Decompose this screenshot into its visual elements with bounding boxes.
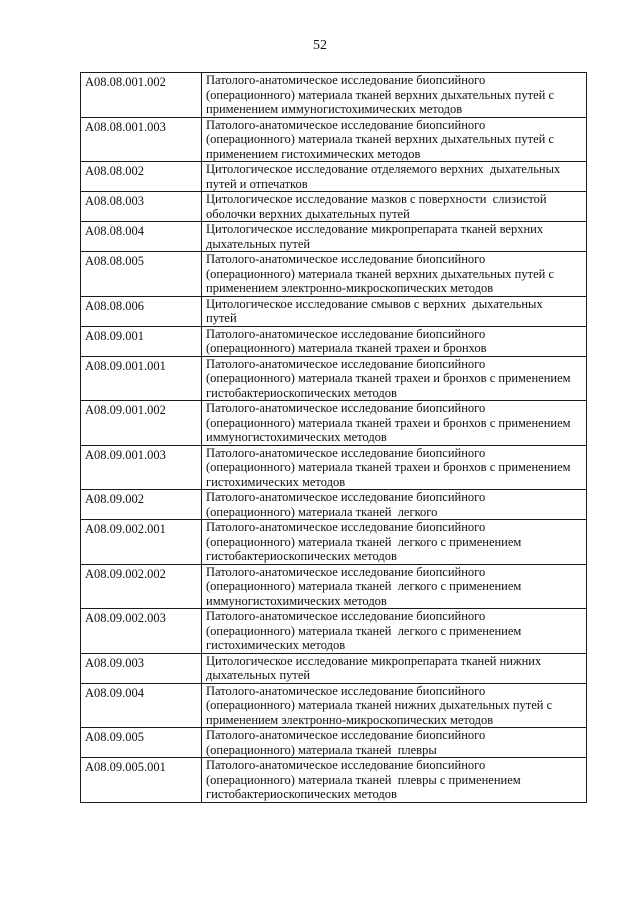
service-description: [202, 326, 587, 356]
service-code: A08.09.001.001: [81, 356, 202, 401]
description-line: (операционного) материала тканей верхних дыхательных путей с: [206, 132, 554, 146]
service-code: A08.09.001.002: [81, 401, 202, 446]
table-row: [81, 520, 587, 565]
service-codes-table: [80, 72, 587, 803]
description-line: Цитологическое исследование микропрепарата тканей верхних: [206, 222, 544, 236]
description-line: Патолого-анатомическое исследование биопсийного: [206, 609, 486, 623]
page-number: 52: [313, 38, 327, 53]
service-code: A08.09.001.003: [81, 445, 202, 490]
description-line: дыхательных путей: [206, 236, 311, 251]
table-body: [81, 73, 587, 803]
service-description: [202, 758, 587, 803]
description-line: применением иммуногистохимических методов: [206, 102, 463, 116]
table-row: [81, 326, 587, 356]
service-code: A08.09.005.001: [81, 758, 202, 803]
description-line: дыхательных путей: [206, 668, 311, 682]
description-line: (операционного) материала тканей трахеи и бронхов с применением: [206, 371, 571, 385]
service-description: [202, 520, 587, 565]
service-code: A08.09.002.002: [81, 564, 202, 609]
description-line: путей и отпечатков: [206, 176, 308, 191]
table-row: [81, 728, 587, 758]
description-line: (операционного) материала тканей легкого с применением: [206, 534, 522, 549]
description-line: путей: [206, 311, 237, 325]
description-line: гистобактериоскопических методов: [206, 385, 397, 400]
service-description: [202, 653, 587, 683]
service-code: A08.08.001.003: [81, 117, 202, 162]
description-line: гистобактериоскопических методов: [206, 787, 397, 801]
description-line: (операционного) материала тканей легкого: [206, 504, 438, 519]
description-line: (операционного) материала тканей легкого с применением: [206, 623, 522, 638]
description-line: применением гистохимических методов: [206, 146, 421, 161]
description-line: (операционного) материала тканей плевры: [206, 742, 437, 757]
service-description: [202, 162, 587, 192]
service-description: [202, 609, 587, 654]
table-row: [81, 609, 587, 654]
table-row: [81, 758, 587, 803]
service-description: [202, 73, 587, 118]
service-description: [202, 252, 587, 297]
table-row: [81, 356, 587, 401]
service-code: A08.09.005: [81, 728, 202, 758]
description-line: (операционного) материала тканей трахеи и бронхов: [206, 341, 487, 355]
description-line: гистохимических методов: [206, 474, 346, 489]
description-line: Патолого-анатомическое исследование биопсийного: [206, 564, 486, 579]
table-row: [81, 445, 587, 490]
service-code: A08.08.004: [81, 222, 202, 252]
description-line: Патолого-анатомическое исследование биопсийного: [206, 252, 486, 266]
service-description: [202, 222, 587, 252]
table-row: [81, 117, 587, 162]
description-line: применением электронно-микроскопических методов: [206, 281, 494, 295]
service-code: A08.09.002.001: [81, 520, 202, 565]
description-line: (операционного) материала тканей плевры с применением: [206, 772, 521, 787]
description-line: (операционного) материала тканей верхних дыхательных путей с: [206, 87, 554, 102]
table-row: [81, 653, 587, 683]
service-code: A08.09.001: [81, 326, 202, 356]
service-code: A08.08.001.002: [81, 73, 202, 118]
table-row: [81, 73, 587, 118]
service-description: [202, 683, 587, 728]
description-line: Патолого-анатомическое исследование биопсийного: [206, 490, 486, 504]
description-line: применением электронно-микроскопических методов: [206, 712, 494, 727]
table-row: [81, 222, 587, 252]
description-line: Патолого-анатомическое исследование биопсийного: [206, 326, 486, 341]
service-code: A08.08.006: [81, 296, 202, 326]
service-code: A08.09.002.003: [81, 609, 202, 654]
description-line: иммуногистохимических методов: [206, 593, 387, 608]
description-line: Патолого-анатомическое исследование биопсийного: [206, 728, 486, 742]
service-description: [202, 564, 587, 609]
description-line: Цитологическое исследование отделяемого верхних дыхательных: [206, 162, 561, 176]
service-description: [202, 356, 587, 401]
description-line: Патолого-анатомическое исследование биопсийного: [206, 73, 486, 87]
description-line: Патолого-анатомическое исследование биопсийного: [206, 520, 486, 534]
service-code: A08.08.005: [81, 252, 202, 297]
service-description: [202, 192, 587, 222]
description-line: Патолого-анатомическое исследование биопсийного: [206, 401, 486, 415]
service-description: [202, 117, 587, 162]
table-row: [81, 564, 587, 609]
description-line: гистобактериоскопических методов: [206, 549, 397, 563]
description-line: Цитологическое исследование микропрепарата тканей нижних: [206, 653, 542, 668]
description-line: оболочки верхних дыхательных путей: [206, 206, 410, 221]
description-line: Патолого-анатомическое исследование биопсийного: [206, 117, 486, 132]
description-line: Патолого-анатомическое исследование биопсийного: [206, 445, 486, 460]
service-description: [202, 445, 587, 490]
description-line: (операционного) материала тканей трахеи и бронхов с применением: [206, 460, 571, 474]
service-code: A08.09.003: [81, 653, 202, 683]
description-line: Цитологическое исследование мазков с поверхности слизистой: [206, 192, 547, 206]
table-row: [81, 683, 587, 728]
service-code: A08.09.002: [81, 490, 202, 520]
description-line: (операционного) материала тканей верхних дыхательных путей с: [206, 266, 554, 281]
description-line: Патолого-анатомическое исследование биопсийного: [206, 758, 486, 772]
service-description: [202, 728, 587, 758]
description-line: Патолого-анатомическое исследование биопсийного: [206, 683, 486, 698]
table-row: [81, 192, 587, 222]
description-line: Цитологическое исследование смывов с верхних дыхательных: [206, 296, 543, 311]
table-row: [81, 401, 587, 446]
table-row: [81, 252, 587, 297]
description-line: (операционного) материала тканей нижних дыхательных путей с: [206, 698, 553, 712]
table-row: [81, 296, 587, 326]
description-line: (операционного) материала тканей трахеи и бронхов с применением: [206, 415, 571, 430]
description-line: Патолого-анатомическое исследование биопсийного: [206, 356, 486, 371]
service-description: [202, 296, 587, 326]
description-line: гистохимических методов: [206, 638, 346, 652]
service-description: [202, 490, 587, 520]
service-code: A08.09.004: [81, 683, 202, 728]
service-code: A08.08.003: [81, 192, 202, 222]
service-description: [202, 401, 587, 446]
description-line: (операционного) материала тканей легкого с применением: [206, 579, 522, 593]
table-row: [81, 490, 587, 520]
service-code: A08.08.002: [81, 162, 202, 192]
description-line: иммуногистохимических методов: [206, 430, 387, 444]
table-row: [81, 162, 587, 192]
